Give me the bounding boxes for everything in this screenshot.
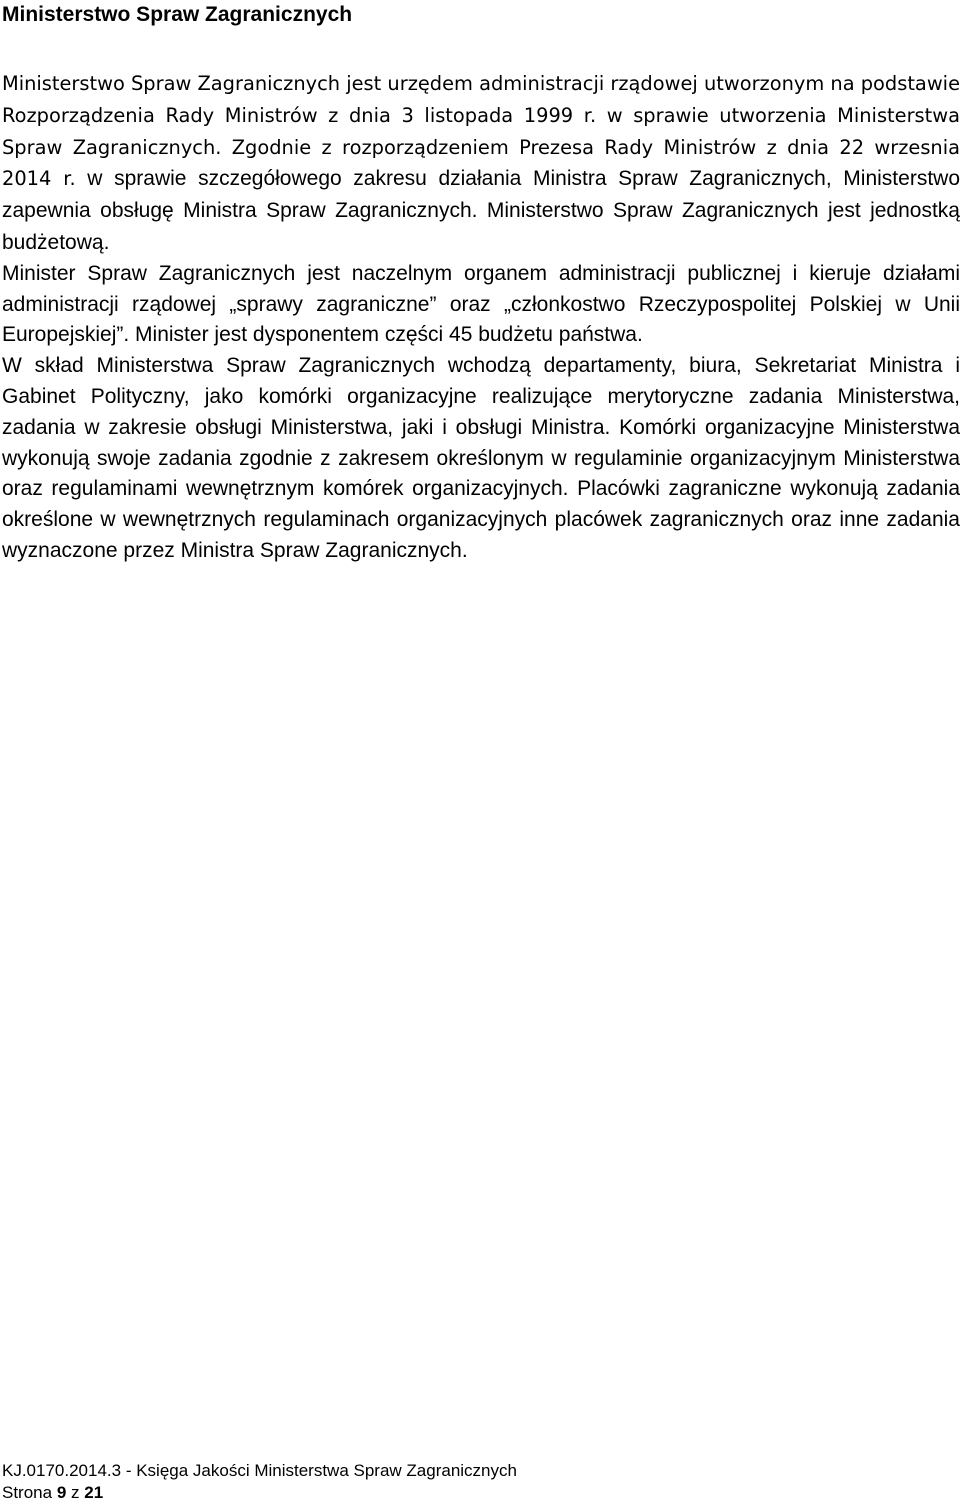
footer-page-current: 9 (56, 1483, 67, 1502)
page-footer (2, 1460, 517, 1504)
paragraph-1-part-2: w sprawie szczegółowego zakresu działania Ministra Spraw Zagranicznych, Ministerstwo zapewnia obsługę Ministra Spraw Zagranicznych. Ministerstwo Spraw Zagranicznych jest jednostką budżetową. (2, 167, 960, 254)
footer-page-total: 21 (84, 1483, 104, 1502)
footer-document-reference: KJ.0170.2014.3 - Księga Jakości Ministerstwa Spraw Zagranicznych (2, 1461, 517, 1480)
footer-page-word: Strona (2, 1483, 53, 1502)
paragraph-1-part-1: Ministerstwo Spraw Zagranicznych jest urzędem administracji rządowej utworzonym na podstawie Rozporządzenia Rady Ministrów z dnia 3 listopada 1999 r. w sprawie utworzenia Ministerstwa Spraw Zagranicznych. Zgodnie z rozporządzeniem Prezesa Rady Ministrów z dnia 22 wrzesnia 2014 r. (2, 72, 960, 191)
footer-page-of: z (71, 1483, 80, 1502)
paragraph-1 (2, 68, 960, 259)
document-body (2, 68, 960, 567)
paragraph-3: W skład Ministerstwa Spraw Zagranicznych wchodzą departamenty, biura, Sekretariat Ministra i Gabinet Polityczny, jako komórki organizacyjne realizujące merytoryczne zadania Ministerstwa, zadania w zakresie obsługi Ministerstwa, jaki i obsługi Ministra. Komórki organizacyjne Ministerstwa wykonują swoje zadania zgodnie z zakresem określonym w regulaminie organizacyjnym Ministerstwa oraz regulaminami wewnętrznym komórek organizacyjnych. Placówki zagraniczne wykonują zadania określone w wewnętrznych regulaminach organizacyjnych placówek zagranicznych oraz inne zadania wyznaczone przez Ministra Spraw Zagranicznych. (2, 354, 960, 562)
paragraph-2: Minister Spraw Zagranicznych jest naczelnym organem administracji publicznej i kieruje działami administracji rządowej „sprawy zagraniczne” oraz „członkostwo Rzeczypospolitej Polskiej w Unii Europejskiej”. Minister jest dysponentem części 45 budżetu państwa. (2, 261, 960, 347)
document-title: Ministerstwo Spraw Zagranicznych (2, 3, 353, 26)
